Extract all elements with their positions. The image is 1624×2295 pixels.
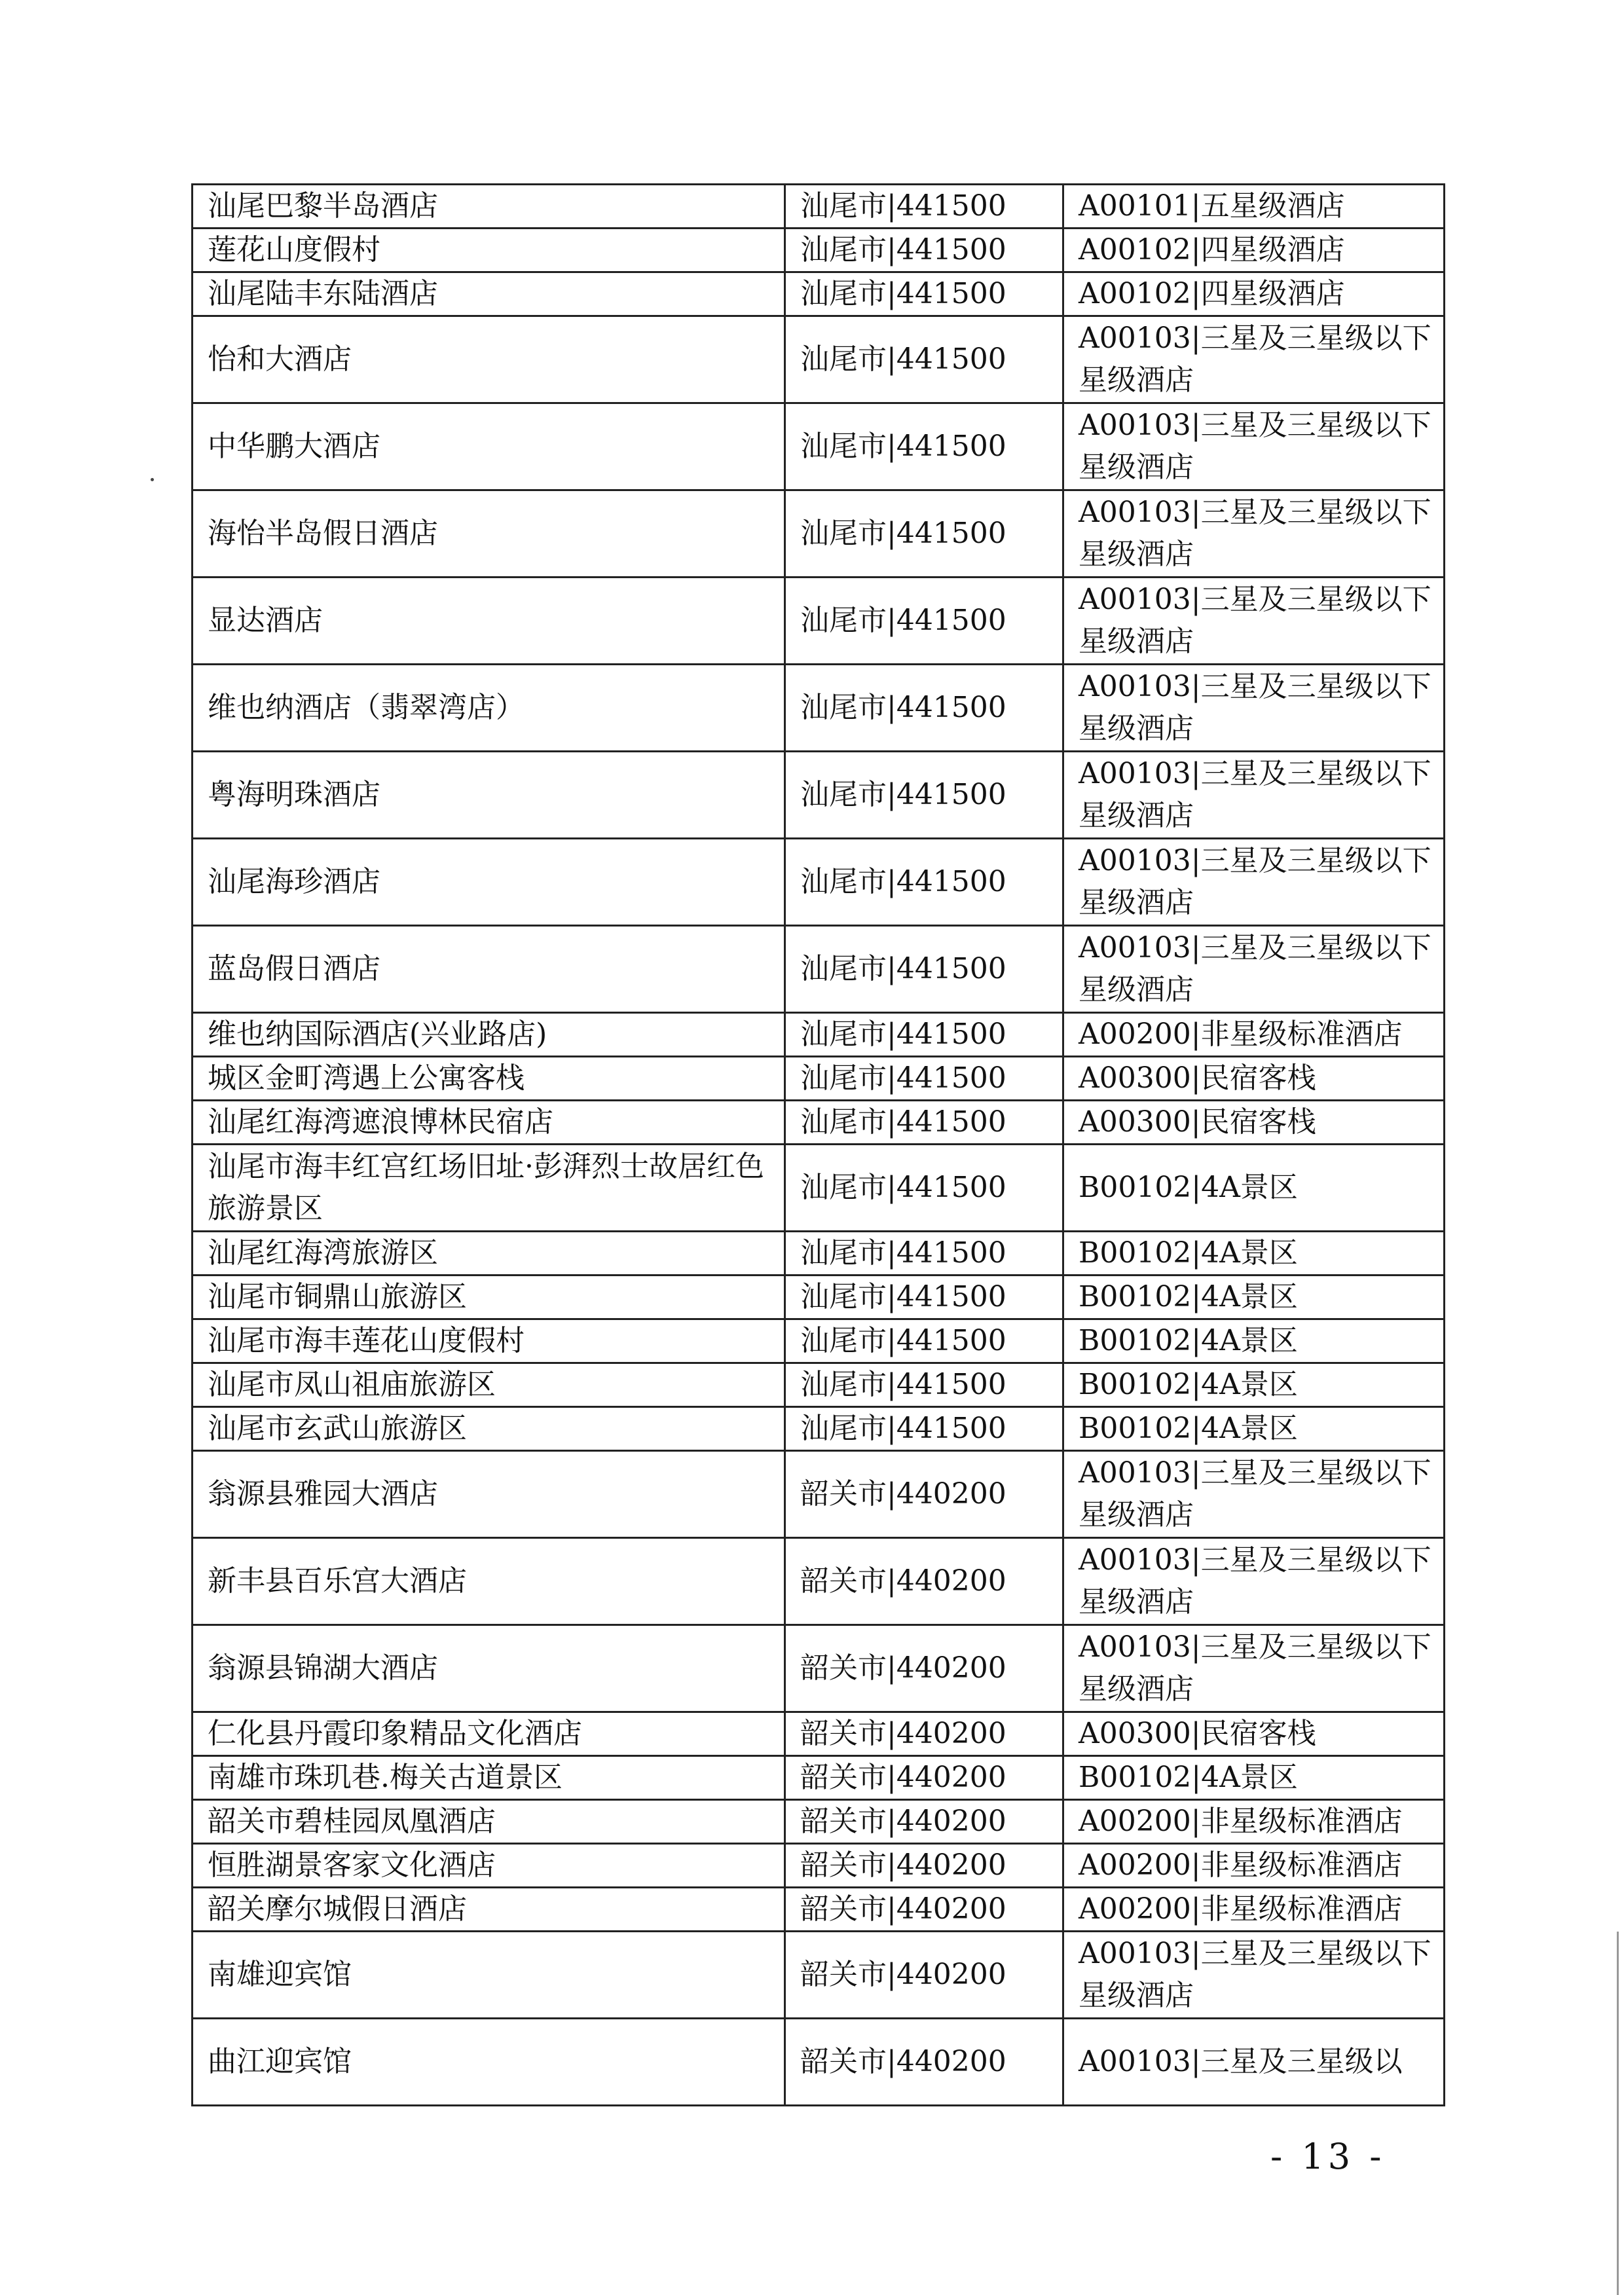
- category-cell: A00103|三星及三星级以下星级酒店: [1063, 403, 1445, 490]
- category-cell: A00103|三星及三星级以下星级酒店: [1063, 1625, 1445, 1712]
- venue-name-cell: 蓝岛假日酒店: [193, 926, 785, 1013]
- city-code-cell: 汕尾市|441500: [785, 272, 1063, 316]
- table-row: [193, 752, 1445, 839]
- category-cell: B00102|4A景区: [1063, 1145, 1445, 1232]
- category-cell: A00103|三星及三星级以下星级酒店: [1063, 665, 1445, 752]
- table-row: [193, 1625, 1445, 1712]
- scan-edge-line: [1617, 1932, 1619, 2295]
- city-code-cell: 韶关市|440200: [785, 1538, 1063, 1625]
- category-cell: A00103|三星及三星级以下星级酒店: [1063, 1932, 1445, 2019]
- venue-name-cell: 南雄迎宾馆: [193, 1932, 785, 2019]
- table-row: [193, 1932, 1445, 2019]
- city-code-cell: 汕尾市|441500: [785, 1145, 1063, 1232]
- city-code-cell: 汕尾市|441500: [785, 1319, 1063, 1363]
- category-cell: A00103|三星及三星级以下星级酒店: [1063, 752, 1445, 839]
- venue-name-cell: 中华鹏大酒店: [193, 403, 785, 490]
- category-cell: A00300|民宿客栈: [1063, 1712, 1445, 1756]
- venue-table: [191, 183, 1445, 2106]
- venue-name-cell: 怡和大酒店: [193, 316, 785, 403]
- table-row: [193, 1712, 1445, 1756]
- category-cell: A00103|三星及三星级以下星级酒店: [1063, 839, 1445, 926]
- table-row: [193, 1800, 1445, 1844]
- city-code-cell: 汕尾市|441500: [785, 316, 1063, 403]
- city-code-cell: 韶关市|440200: [785, 1932, 1063, 2019]
- venue-name-cell: 汕尾市海丰红宫红场旧址·彭湃烈士故居红色旅游景区: [193, 1145, 785, 1232]
- table-row: [193, 316, 1445, 403]
- venue-name-cell: 汕尾市铜鼎山旅游区: [193, 1276, 785, 1319]
- city-code-cell: 韶关市|440200: [785, 1888, 1063, 1932]
- venue-name-cell: 汕尾红海湾遮浪博林民宿店: [193, 1101, 785, 1145]
- city-code-cell: 韶关市|440200: [785, 1451, 1063, 1538]
- category-cell: A00101|五星级酒店: [1063, 185, 1445, 229]
- city-code-cell: 韶关市|440200: [785, 1625, 1063, 1712]
- venue-name-cell: 汕尾陆丰东陆酒店: [193, 272, 785, 316]
- city-code-cell: 汕尾市|441500: [785, 1407, 1063, 1451]
- scan-speck: [151, 478, 154, 481]
- table-row: [193, 1888, 1445, 1932]
- table-row: [193, 272, 1445, 316]
- table-row: [193, 1013, 1445, 1057]
- venue-name-cell: 汕尾巴黎半岛酒店: [193, 185, 785, 229]
- category-cell: A00103|三星及三星级以下星级酒店: [1063, 490, 1445, 578]
- venue-name-cell: 粤海明珠酒店: [193, 752, 785, 839]
- table-row: [193, 1538, 1445, 1625]
- category-cell: A00103|三星及三星级以下星级酒店: [1063, 1538, 1445, 1625]
- table-row: [193, 839, 1445, 926]
- city-code-cell: 汕尾市|441500: [785, 926, 1063, 1013]
- venue-name-cell: 汕尾红海湾旅游区: [193, 1232, 785, 1276]
- table-row: [193, 926, 1445, 1013]
- table-row: [193, 665, 1445, 752]
- city-code-cell: 韶关市|440200: [785, 1800, 1063, 1844]
- venue-name-cell: 海怡半岛假日酒店: [193, 490, 785, 578]
- city-code-cell: 汕尾市|441500: [785, 403, 1063, 490]
- table-row: [193, 1756, 1445, 1800]
- venue-name-cell: 曲江迎宾馆: [193, 2019, 785, 2106]
- city-code-cell: 韶关市|440200: [785, 2019, 1063, 2106]
- city-code-cell: 汕尾市|441500: [785, 839, 1063, 926]
- table-row: [193, 578, 1445, 665]
- category-cell: A00200|非星级标准酒店: [1063, 1013, 1445, 1057]
- table-row: [193, 1363, 1445, 1407]
- venue-name-cell: 汕尾市海丰莲花山度假村: [193, 1319, 785, 1363]
- city-code-cell: 汕尾市|441500: [785, 1276, 1063, 1319]
- city-code-cell: 汕尾市|441500: [785, 1013, 1063, 1057]
- category-cell: A00300|民宿客栈: [1063, 1101, 1445, 1145]
- venue-name-cell: 显达酒店: [193, 578, 785, 665]
- city-code-cell: 汕尾市|441500: [785, 1101, 1063, 1145]
- category-cell: B00102|4A景区: [1063, 1756, 1445, 1800]
- venue-name-cell: 翁源县锦湖大酒店: [193, 1625, 785, 1712]
- venue-table-body: [193, 185, 1445, 2106]
- venue-name-cell: 汕尾市玄武山旅游区: [193, 1407, 785, 1451]
- venue-name-cell: 汕尾海珍酒店: [193, 839, 785, 926]
- table-row: [193, 1101, 1445, 1145]
- city-code-cell: 汕尾市|441500: [785, 490, 1063, 578]
- category-cell: A00103|三星及三星级以: [1063, 2019, 1445, 2106]
- category-cell: B00102|4A景区: [1063, 1319, 1445, 1363]
- city-code-cell: 韶关市|440200: [785, 1844, 1063, 1888]
- city-code-cell: 韶关市|440200: [785, 1756, 1063, 1800]
- category-cell: A00300|民宿客栈: [1063, 1057, 1445, 1101]
- city-code-cell: 汕尾市|441500: [785, 665, 1063, 752]
- table-row: [193, 490, 1445, 578]
- table-row: [193, 2019, 1445, 2106]
- table-row: [193, 185, 1445, 229]
- venue-name-cell: 新丰县百乐宫大酒店: [193, 1538, 785, 1625]
- city-code-cell: 汕尾市|441500: [785, 752, 1063, 839]
- table-row: [193, 1057, 1445, 1101]
- category-cell: B00102|4A景区: [1063, 1407, 1445, 1451]
- table-row: [193, 1451, 1445, 1538]
- table-row: [193, 1232, 1445, 1276]
- venue-name-cell: 韶关摩尔城假日酒店: [193, 1888, 785, 1932]
- venue-name-cell: 南雄市珠玑巷.梅关古道景区: [193, 1756, 785, 1800]
- category-cell: A00103|三星及三星级以下星级酒店: [1063, 578, 1445, 665]
- city-code-cell: 汕尾市|441500: [785, 185, 1063, 229]
- category-cell: A00200|非星级标准酒店: [1063, 1800, 1445, 1844]
- venue-name-cell: 城区金町湾遇上公寓客栈: [193, 1057, 785, 1101]
- table-row: [193, 1276, 1445, 1319]
- venue-name-cell: 仁化县丹霞印象精品文化酒店: [193, 1712, 785, 1756]
- category-cell: A00103|三星及三星级以下星级酒店: [1063, 1451, 1445, 1538]
- venue-name-cell: 汕尾市凤山祖庙旅游区: [193, 1363, 785, 1407]
- venue-name-cell: 恒胜湖景客家文化酒店: [193, 1844, 785, 1888]
- venue-name-cell: 翁源县雅园大酒店: [193, 1451, 785, 1538]
- category-cell: A00102|四星级酒店: [1063, 229, 1445, 272]
- city-code-cell: 汕尾市|441500: [785, 229, 1063, 272]
- venue-name-cell: 维也纳国际酒店(兴业路店): [193, 1013, 785, 1057]
- category-cell: B00102|4A景区: [1063, 1276, 1445, 1319]
- category-cell: A00103|三星及三星级以下星级酒店: [1063, 316, 1445, 403]
- city-code-cell: 汕尾市|441500: [785, 1057, 1063, 1101]
- page-number: - 13 -: [1270, 2136, 1386, 2177]
- table-row: [193, 1844, 1445, 1888]
- category-cell: A00103|三星及三星级以下星级酒店: [1063, 926, 1445, 1013]
- category-cell: A00200|非星级标准酒店: [1063, 1888, 1445, 1932]
- city-code-cell: 汕尾市|441500: [785, 1232, 1063, 1276]
- table-row: [193, 1145, 1445, 1232]
- city-code-cell: 汕尾市|441500: [785, 578, 1063, 665]
- category-cell: B00102|4A景区: [1063, 1232, 1445, 1276]
- city-code-cell: 韶关市|440200: [785, 1712, 1063, 1756]
- category-cell: A00200|非星级标准酒店: [1063, 1844, 1445, 1888]
- venue-name-cell: 韶关市碧桂园凤凰酒店: [193, 1800, 785, 1844]
- city-code-cell: 汕尾市|441500: [785, 1363, 1063, 1407]
- table-row: [193, 1407, 1445, 1451]
- category-cell: A00102|四星级酒店: [1063, 272, 1445, 316]
- table-row: [193, 229, 1445, 272]
- category-cell: B00102|4A景区: [1063, 1363, 1445, 1407]
- venue-name-cell: 莲花山度假村: [193, 229, 785, 272]
- venue-name-cell: 维也纳酒店（翡翠湾店）: [193, 665, 785, 752]
- table-row: [193, 1319, 1445, 1363]
- table-row: [193, 403, 1445, 490]
